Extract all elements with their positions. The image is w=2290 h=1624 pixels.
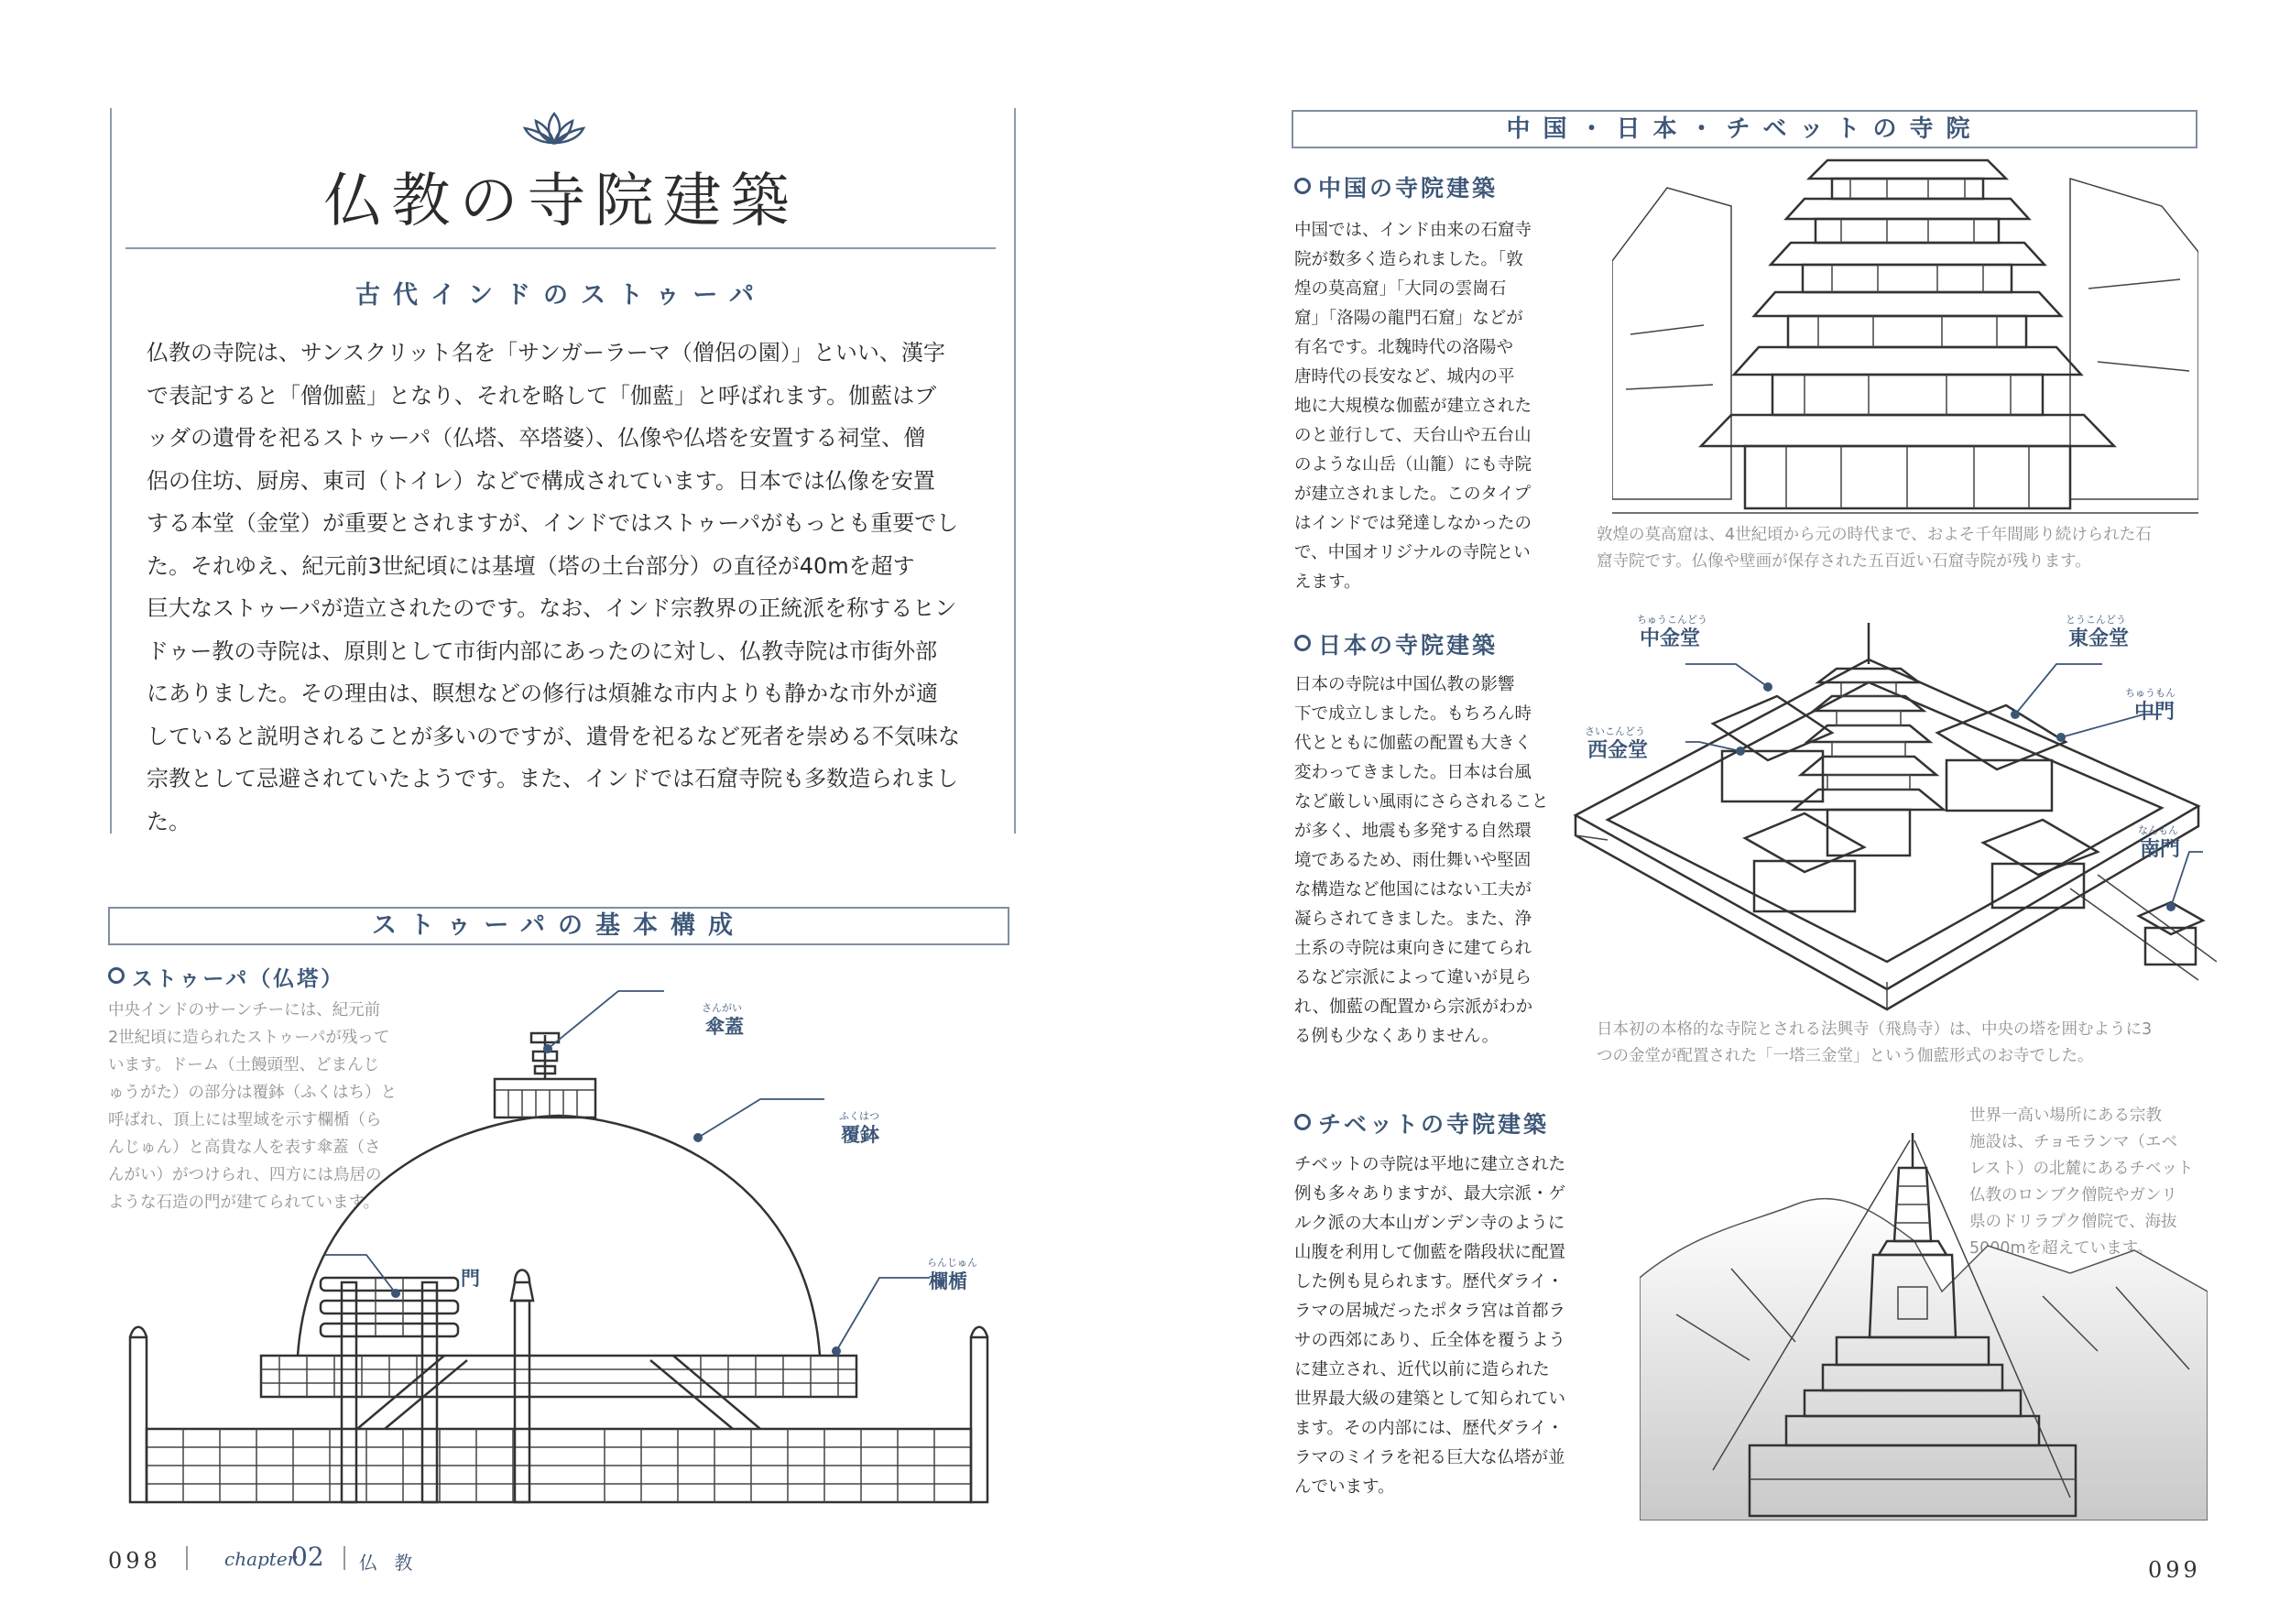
- label-chu-kondo: 中金堂: [1640, 627, 1701, 650]
- caption-line: 世界一高い場所にある宗教: [1969, 1106, 2162, 1125]
- text-line: が多く、地震も多発する自然環: [1294, 822, 1532, 841]
- japan-caption: [1597, 1017, 2201, 1070]
- text-line: 土系の寺院は東向きに建てられ: [1294, 939, 1532, 958]
- label-to-kondo: 東金堂: [2068, 627, 2130, 650]
- note-line: 中央インドのサーンチーには、紀元前: [108, 1001, 381, 1019]
- intro-line: 宗教として忌避されていたようです。また、インドでは石窟寺院も多数造られまし: [147, 766, 959, 791]
- intro-line: ッダの遺骨を祀るストゥーパ（仏塔、卒塔婆）、仏像や仏塔を安置する祠堂、僧: [147, 425, 926, 451]
- chu-kondo-ruby: ちゅうこんどう: [1637, 614, 1707, 626]
- intro-line: た。: [147, 808, 191, 834]
- text-line: した例も見られます。歴代ダライ・: [1294, 1272, 1564, 1292]
- intro-line: にありました。その理由は、瞑想などの修行は煩雑な市内よりも静かな市外が適: [147, 681, 938, 706]
- stupa-heading-text: ストゥーパ（仏塔）: [132, 967, 345, 991]
- text-line: はインドでは発達しなかったの: [1294, 514, 1532, 533]
- text-line: 山腹を利用して伽藍を階段状に配置: [1294, 1243, 1566, 1262]
- text-line: ラマの居城だったポタラ宮は首都ラ: [1294, 1302, 1566, 1321]
- tibet-text: [1294, 1150, 1606, 1502]
- chapter-label: chapter: [224, 1548, 297, 1570]
- footer-separator: [344, 1546, 345, 1570]
- text-line: 凝らされてきました。また、浄: [1294, 910, 1532, 929]
- title-divider: [125, 247, 996, 249]
- note-line: ゅうがた）の部分は覆鉢（ふくはち）と: [108, 1084, 397, 1102]
- text-line: チベットの寺院は平地に建立された: [1294, 1155, 1566, 1174]
- text-line: んでいます。: [1294, 1477, 1395, 1497]
- text-line: ルク派の大本山ガンデン寺のように: [1294, 1214, 1565, 1233]
- caption-line: 日本初の本格的な寺院とされる法興寺（飛鳥寺）は、中央の塔を囲むように3: [1597, 1020, 2153, 1039]
- intro-line: していると説明されることが多いのですが、遺骨を祀るなど死者を崇める不気味な: [147, 723, 960, 749]
- text-line: で、中国オリジナルの寺院とい: [1294, 543, 1531, 562]
- text-line: 中国では、インド由来の石窟寺: [1294, 221, 1532, 240]
- note-line: 呼ばれ、頂上には聖域を示す欄楯（ら: [108, 1111, 382, 1129]
- note-line: ような石造の門が建てられています。: [108, 1193, 380, 1212]
- intro-paragraph: [147, 332, 976, 843]
- caption-line: レスト）の北麓にあるチベット: [1969, 1160, 2194, 1178]
- text-line: れ、伽藍の配置から宗派がわか: [1294, 997, 1533, 1017]
- footer-separator: [186, 1546, 188, 1570]
- ranjun-ruby: らんじゅん: [927, 1257, 977, 1269]
- section-subtitle: 古代インドのストゥーパ: [355, 281, 767, 310]
- label-mon: 門: [461, 1268, 480, 1290]
- page-number-left: 098: [108, 1548, 161, 1574]
- caption-line: 敦煌の莫高窟は、4世紀頃から元の時代まで、およそ千年間彫り続けられた石: [1597, 526, 2152, 544]
- caption-line: 県のドリラプク僧院で、海抜: [1969, 1213, 2177, 1231]
- intro-line: で表記すると「僧伽藍」となり、それを略して「伽藍」と呼ばれます。伽藍はブ: [147, 382, 937, 409]
- stupa-harmika: [495, 1079, 595, 1117]
- text-line: 下で成立しました。もちろん時: [1294, 704, 1532, 724]
- sangai-ruby: さんがい: [702, 1002, 742, 1014]
- label-nandaimon: 南門: [2140, 838, 2181, 861]
- caption-line: 施設は、チョモランマ（エベ: [1969, 1133, 2177, 1151]
- chorten-illustration: [1640, 1131, 2208, 1520]
- intro-line: 侶の住坊、厨房、東司（トイレ）などで構成されています。日本では仏像を安置: [147, 467, 935, 494]
- label-ranjun: 欄楯: [929, 1270, 967, 1292]
- note-line: います。ドーム（土饅頭型、どまんじ: [108, 1056, 380, 1074]
- label-sai-kondo: 西金堂: [1587, 739, 1649, 762]
- upper-railing: [261, 1356, 856, 1397]
- intro-line: た。それゆえ、紀元前3世紀頃には基壇（塔の土台部分）の直径が40mを超す: [147, 552, 915, 579]
- text-line: るなど宗派によって違いが見ら: [1294, 968, 1532, 987]
- text-line: 世界最大級の建築として知られてい: [1294, 1390, 1566, 1409]
- page-number-right: 099: [2148, 1557, 2201, 1583]
- label-sangai: 傘蓋: [705, 1016, 744, 1038]
- text-line: サの西郊にあり、丘全体を覆うよう: [1294, 1331, 1566, 1350]
- footer-section-name: 仏 教: [359, 1552, 419, 1574]
- text-line: 窟」「洛陽の龍門石窟」などが: [1294, 309, 1523, 328]
- china-heading: [1294, 170, 1498, 203]
- china-heading-text: 中国の寺院建築: [1318, 175, 1499, 202]
- asukadera-illustration: [1557, 595, 2217, 1017]
- text-line: が建立されました。このタイプ: [1294, 485, 1532, 504]
- page-title: 仏教の寺院建築: [323, 168, 799, 235]
- stupa-illustration: [101, 971, 1017, 1520]
- text-line: な構造など他国にはない工夫が: [1294, 880, 1532, 899]
- fukuhachi-ruby: ふくはつ: [839, 1110, 879, 1122]
- note-line: 2世紀頃に造られたストゥーパが残って: [108, 1029, 390, 1047]
- text-line: 例も多々ありますが、最大宗派・ゲ: [1294, 1184, 1566, 1204]
- text-line: 煌の莫高窟」「大同の雲崗石: [1294, 279, 1507, 299]
- intro-line: 仏教の寺院は、サンスクリット名を「サンガーラーマ（僧侶の園）」といい、漢字: [147, 340, 945, 365]
- section-bar-temples: 中国・日本・チベットの寺院: [1292, 110, 2197, 148]
- text-line: 日本の寺院は中国仏教の影響: [1294, 675, 1515, 694]
- text-line: のと並行して、天台山や五台山: [1294, 426, 1532, 445]
- note-line: んがい）がつけられ、四方には鳥居の: [108, 1166, 382, 1184]
- text-line: る例も少なくありません。: [1294, 1027, 1499, 1046]
- text-line: 境であるため、雨仕舞いや堅固: [1294, 851, 1532, 870]
- china-text: [1294, 216, 1569, 597]
- text-line: のような山岳（山籠）にも寺院: [1294, 455, 1532, 474]
- text-line: に建立され、近代以前に造られた: [1294, 1360, 1550, 1379]
- label-fukuhachi: 覆鉢: [841, 1124, 879, 1146]
- section-bar-stupa: ストゥーパの基本構成: [108, 907, 1009, 945]
- chumon-ruby: ちゅうもん: [2125, 687, 2176, 699]
- text-line: など厳しい風雨にさらされること: [1294, 792, 1549, 812]
- chapter-number: 02: [291, 1542, 324, 1572]
- japan-heading-text: 日本の寺院建築: [1318, 632, 1499, 659]
- text-line: 有名です。北魏時代の洛陽や: [1294, 338, 1514, 357]
- japan-heading: [1294, 627, 1498, 660]
- china-caption: [1597, 522, 2201, 575]
- tibet-heading: [1294, 1106, 1549, 1139]
- japan-text: [1294, 670, 1587, 1052]
- sai-kondo-ruby: さいこんどう: [1585, 725, 1645, 737]
- caption-line: 仏教のロンブク僧院やガンリ: [1969, 1186, 2177, 1204]
- to-kondo-ruby: とうこんどう: [2066, 614, 2126, 626]
- ring-bullet-icon: [1294, 1114, 1311, 1130]
- intro-line: ドゥー教の寺院は、原則として市街内部にあったのに対し、仏教寺院は市街外部: [147, 638, 938, 664]
- caption-line: 窟寺院です。仏像や壁画が保存された五百近い石窟寺院が残ります。: [1597, 552, 2091, 571]
- intro-line: 巨大なストゥーパが造立されたのです。なお、インド宗教界の正統派を称するヒン: [147, 595, 957, 621]
- text-line: ます。その内部には、歴代ダライ・: [1294, 1419, 1564, 1438]
- lotus-icon: [522, 110, 586, 147]
- tibet-heading-text: チベットの寺院建築: [1318, 1111, 1550, 1138]
- text-line: 変わってきました。日本は台風: [1294, 763, 1532, 782]
- nandaimon-ruby: なんもん: [2138, 824, 2178, 836]
- text-line: 地に大規模な伽藍が建立された: [1294, 397, 1532, 416]
- text-line: 院が数多く造られました。「敦: [1294, 250, 1523, 269]
- text-line: えます。: [1294, 572, 1361, 592]
- ring-bullet-icon: [1294, 635, 1311, 651]
- note-line: んじゅん）と高貴な人を表す傘蓋（さ: [108, 1139, 381, 1157]
- mogao-illustration: [1612, 151, 2198, 518]
- intro-line: する本堂（金堂）が重要とされますが、インドではストゥーパがもっとも重要でし: [147, 510, 959, 536]
- caption-line: つの金堂が配置された「一塔三金堂」という伽藍形式のお寺でした。: [1597, 1047, 2094, 1065]
- caption-line: 5000mを超えています。: [1969, 1239, 2154, 1258]
- ring-bullet-icon: [1294, 178, 1311, 194]
- text-line: 唐時代の長安など、城内の平: [1294, 367, 1515, 387]
- label-chumon: 中門: [2134, 701, 2176, 724]
- text-line: ラマのミイラを祀る巨大な仏塔が並: [1294, 1448, 1565, 1467]
- text-line: 代とともに伽藍の配置も大きく: [1294, 734, 1532, 753]
